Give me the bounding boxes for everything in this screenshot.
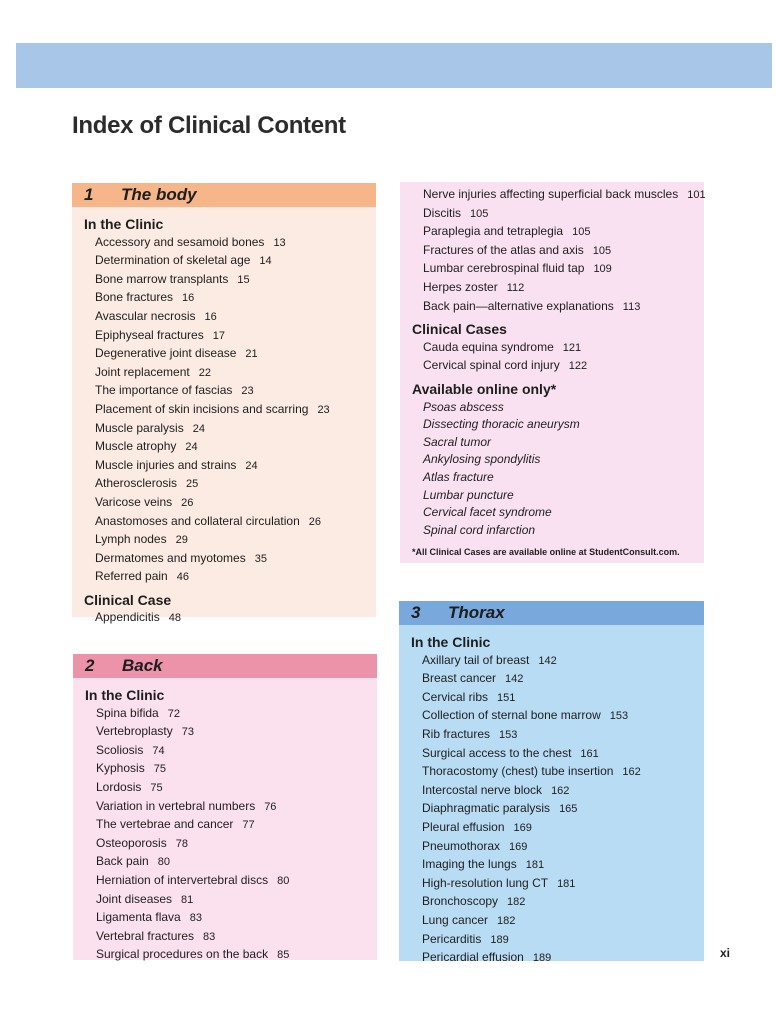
index-entry xyxy=(412,469,704,487)
entry-page-number: 109 xyxy=(593,263,612,276)
entry-page-number: 142 xyxy=(538,654,557,667)
entry-page-number: 121 xyxy=(562,341,582,354)
index-entry xyxy=(84,457,376,476)
entry-title: Back pain xyxy=(96,854,149,869)
entry-page-number: 77 xyxy=(242,819,255,832)
entry-title: Epiphyseal fractures xyxy=(95,327,204,342)
page-title: Index of Clinical Content xyxy=(72,112,346,139)
entry-title: Diaphragmatic paralysis xyxy=(422,801,551,816)
entry-page-number: 85 xyxy=(277,949,290,962)
entry-page-number: 122 xyxy=(568,360,588,373)
chapter-2-title: Back xyxy=(122,656,163,675)
index-entry xyxy=(412,260,704,279)
index-entry xyxy=(412,205,704,224)
entry-title: Vertebroplasty xyxy=(96,724,173,739)
entry-page-number: 105 xyxy=(592,244,612,257)
entry-page-number: 181 xyxy=(557,877,576,890)
clinical-cases-heading: Clinical Cases xyxy=(412,321,507,338)
chapter-1-panel xyxy=(72,183,376,625)
entry-title: Lung cancer xyxy=(422,912,489,927)
entry-page-number: 35 xyxy=(254,552,267,565)
entry-title: Ankylosing spondylitis xyxy=(423,452,541,467)
index-entry xyxy=(84,401,376,420)
entry-page-number: 169 xyxy=(509,840,528,853)
chapter-1-case-list xyxy=(84,609,376,628)
index-entry xyxy=(411,875,704,894)
index-entry xyxy=(411,726,704,745)
index-entry xyxy=(84,420,376,439)
index-entry xyxy=(85,835,377,854)
index-entry xyxy=(412,487,704,505)
entry-title: Muscle injuries and strains xyxy=(95,457,237,472)
index-entry xyxy=(85,705,377,724)
entry-title: Lumbar cerebrospinal fluid tap xyxy=(423,261,585,276)
entry-title: Muscle atrophy xyxy=(95,439,177,454)
index-entry xyxy=(85,779,377,798)
index-entry xyxy=(84,568,376,587)
chapter-2-in-clinic-heading: In the Clinic xyxy=(85,687,165,703)
online-footnote: *All Clinical Cases are available online at StudentConsult.com. xyxy=(412,547,680,558)
entry-page-number: 112 xyxy=(506,281,525,294)
index-entry xyxy=(411,782,704,801)
index-entry xyxy=(412,504,704,522)
entry-title: Dissecting thoracic aneurysm xyxy=(423,417,580,432)
entry-title: Herpes zoster xyxy=(423,279,498,294)
entry-page-number: 76 xyxy=(264,800,277,813)
index-entry xyxy=(85,928,377,947)
chapter-1-in-clinic-list xyxy=(84,234,376,587)
entry-title: Fractures of the atlas and axis xyxy=(423,242,584,257)
entry-page-number: 181 xyxy=(525,859,545,872)
index-entry xyxy=(85,816,377,835)
entry-page-number: 189 xyxy=(490,933,509,946)
entry-title: Kyphosis xyxy=(96,761,145,776)
entry-title: Joint diseases xyxy=(96,891,173,906)
entry-page-number: 169 xyxy=(513,821,532,834)
index-entry xyxy=(85,891,377,910)
entry-title: Lymph nodes xyxy=(95,532,167,547)
entry-page-number: 24 xyxy=(185,441,198,454)
entry-page-number: 161 xyxy=(580,747,599,760)
index-entry xyxy=(411,819,704,838)
index-entry xyxy=(85,798,377,817)
entry-page-number: 72 xyxy=(167,707,180,720)
index-entry xyxy=(411,949,704,968)
chapter-1-title: The body xyxy=(121,185,197,204)
index-entry xyxy=(85,742,377,761)
entry-title: Cauda equina syndrome xyxy=(423,339,554,354)
index-entry xyxy=(411,652,704,671)
chapter-2-panel xyxy=(73,654,377,960)
entry-title: Atherosclerosis xyxy=(95,476,178,491)
entry-title: Scoliosis xyxy=(96,742,144,757)
entry-page-number: 16 xyxy=(204,310,217,323)
chapter-2-number: 2 xyxy=(85,656,95,675)
index-entry xyxy=(85,872,377,891)
entry-page-number: 81 xyxy=(181,893,194,906)
index-entry xyxy=(411,707,704,726)
entry-page-number: 23 xyxy=(241,385,254,398)
entry-page-number: 25 xyxy=(186,478,199,491)
entry-title: Bronchoscopy xyxy=(422,894,499,909)
entry-page-number: 80 xyxy=(157,856,170,869)
index-entry xyxy=(85,723,377,742)
entry-title: Determination of skeletal age xyxy=(95,253,251,268)
entry-page-number: 16 xyxy=(182,292,195,305)
entry-title: High-resolution lung CT xyxy=(422,875,549,890)
entry-page-number: 113 xyxy=(622,300,641,313)
entry-page-number: 29 xyxy=(175,534,188,547)
entry-title: Bone marrow transplants xyxy=(95,271,229,286)
index-entry xyxy=(412,242,704,261)
entry-title: Intercostal nerve block xyxy=(422,782,543,797)
entry-title: Psoas abscess xyxy=(423,399,504,414)
entry-page-number: 105 xyxy=(572,226,591,239)
entry-page-number: 48 xyxy=(168,612,181,625)
entry-title: Varicose veins xyxy=(95,494,173,509)
index-entry xyxy=(412,522,704,540)
chapter-1-in-clinic-heading: In the Clinic xyxy=(84,216,164,232)
chapter-3-header xyxy=(399,601,704,625)
entry-page-number: 74 xyxy=(152,744,165,757)
entry-page-number: 151 xyxy=(497,691,516,704)
entry-title: Degenerative joint disease xyxy=(95,346,237,361)
chapter-2-continued-list xyxy=(412,186,704,316)
entry-title: Accessory and sesamoid bones xyxy=(95,234,265,249)
entry-title: Pneumothorax xyxy=(422,838,501,853)
index-entry xyxy=(85,853,377,872)
chapter-3-in-clinic-heading: In the Clinic xyxy=(411,634,491,650)
index-entry xyxy=(84,382,376,401)
entry-page-number: 80 xyxy=(277,874,290,887)
entry-title: Ligamenta flava xyxy=(96,910,181,925)
entry-title: Rib fractures xyxy=(422,726,491,741)
entry-page-number: 22 xyxy=(198,366,211,379)
entry-page-number: 153 xyxy=(609,710,629,723)
entry-title: Breast cancer xyxy=(422,671,497,686)
entry-page-number: 24 xyxy=(245,459,258,472)
index-entry xyxy=(85,946,377,965)
index-entry xyxy=(412,399,704,417)
index-entry xyxy=(412,186,704,205)
entry-page-number: 101 xyxy=(687,189,706,201)
entry-title: Cervical facet syndrome xyxy=(423,505,552,520)
entry-title: Anastomoses and collateral circulation xyxy=(95,513,300,528)
index-entry xyxy=(411,893,704,912)
entry-title: Referred pain xyxy=(95,569,168,584)
entry-title: Avascular necrosis xyxy=(95,308,196,323)
entry-title: Variation in vertebral numbers xyxy=(96,798,256,813)
entry-title: Discitis xyxy=(423,205,461,220)
entry-page-number: 15 xyxy=(237,273,250,286)
index-entry xyxy=(84,234,376,253)
entry-title: The importance of fascias xyxy=(95,383,233,398)
entry-page-number: 14 xyxy=(259,255,272,268)
entry-page-number: 142 xyxy=(505,673,524,686)
entry-title: Vertebral fractures xyxy=(96,928,195,943)
index-entry xyxy=(411,931,704,950)
entry-page-number: 75 xyxy=(150,781,163,794)
entry-page-number: 46 xyxy=(176,571,189,584)
entry-title: Dermatomes and myotomes xyxy=(95,550,246,565)
index-entry xyxy=(85,909,377,928)
index-entry xyxy=(411,763,704,782)
index-entry xyxy=(411,670,704,689)
entry-page-number: 26 xyxy=(308,515,322,528)
entry-title: The vertebrae and cancer xyxy=(96,817,234,832)
index-entry xyxy=(84,494,376,513)
index-entry xyxy=(411,800,704,819)
entry-page-number: 26 xyxy=(181,496,194,509)
chapter-3-in-clinic-list xyxy=(411,652,704,968)
entry-title: Appendicitis xyxy=(95,610,160,625)
entry-page-number: 182 xyxy=(497,914,516,927)
index-entry xyxy=(84,327,376,346)
entry-page-number: 73 xyxy=(181,726,194,739)
entry-title: Imaging the lungs xyxy=(422,857,517,872)
index-entry xyxy=(84,550,376,569)
chapter-3-title: Thorax xyxy=(448,603,505,622)
index-entry xyxy=(412,357,704,376)
index-entry xyxy=(411,856,704,875)
entry-page-number: 153 xyxy=(499,728,518,741)
entry-title: Thoracostomy (chest) tube insertion xyxy=(422,764,614,779)
index-entry xyxy=(84,364,376,383)
clinical-cases-list xyxy=(412,339,704,376)
index-entry xyxy=(412,223,704,242)
entry-title: Spinal cord infarction xyxy=(423,522,536,537)
entry-title: Pericardial effusion xyxy=(422,950,524,965)
entry-title: Pericarditis xyxy=(422,931,482,946)
chapter-1-number: 1 xyxy=(84,185,94,204)
entry-page-number: 165 xyxy=(559,803,578,816)
entry-page-number: 105 xyxy=(470,207,489,220)
index-entry xyxy=(411,745,704,764)
entry-title: Lordosis xyxy=(96,779,142,794)
entry-title: Surgical access to the chest xyxy=(422,745,572,760)
index-entry xyxy=(85,760,377,779)
index-entry xyxy=(84,438,376,457)
entry-title: Paraplegia and tetraplegia xyxy=(423,224,564,239)
entry-title: Bone fractures xyxy=(95,290,174,305)
index-entry xyxy=(412,339,704,358)
entry-page-number: 13 xyxy=(273,236,286,249)
entry-title: Back pain—alternative explanations xyxy=(423,298,614,313)
index-entry xyxy=(84,271,376,290)
index-entry xyxy=(84,513,376,532)
entry-page-number: 162 xyxy=(551,784,570,797)
index-entry xyxy=(84,289,376,308)
chapter-1-case-heading: Clinical Case xyxy=(84,591,172,608)
entry-title: Cervical ribs xyxy=(422,689,489,704)
entry-title: Collection of sternal bone marrow xyxy=(422,708,601,723)
index-entry xyxy=(411,689,704,708)
online-only-heading: Available online only* xyxy=(412,380,557,397)
entry-title: Placement of skin incisions and scarring xyxy=(95,401,309,416)
entry-page-number: 75 xyxy=(153,763,166,776)
index-entry xyxy=(84,609,376,628)
index-entry xyxy=(411,912,704,931)
entry-title: Atlas fracture xyxy=(423,469,494,484)
entry-page-number: 78 xyxy=(175,837,188,850)
chapter-2-in-clinic-list xyxy=(85,705,377,965)
index-entry xyxy=(411,838,704,857)
entry-page-number: 83 xyxy=(203,930,216,943)
index-entry xyxy=(412,451,704,469)
index-entry xyxy=(412,279,704,298)
entry-page-number: 24 xyxy=(192,422,205,435)
index-entry xyxy=(84,475,376,494)
entry-title: Pleural effusion xyxy=(422,819,505,834)
entry-title: Cervical spinal cord injury xyxy=(423,358,560,373)
entry-page-number: 17 xyxy=(212,329,225,342)
entry-page-number: 23 xyxy=(317,403,330,416)
index-entry xyxy=(84,345,376,364)
entry-title: Surgical procedures on the back xyxy=(96,947,269,962)
index-entry xyxy=(412,298,704,317)
online-only-list xyxy=(412,399,704,540)
entry-title: Nerve injuries affecting superficial back muscles xyxy=(423,187,679,201)
index-entry xyxy=(84,531,376,550)
entry-title: Sacral tumor xyxy=(423,434,492,449)
chapter-3-number: 3 xyxy=(411,603,421,622)
entry-title: Lumbar puncture xyxy=(423,487,514,502)
page-number: xi xyxy=(720,946,731,960)
index-entry xyxy=(84,252,376,271)
index-entry xyxy=(412,434,704,452)
entry-title: Axillary tail of breast xyxy=(422,652,530,667)
entry-title: Joint replacement xyxy=(95,364,190,379)
index-entry xyxy=(84,308,376,327)
chapter-1-header xyxy=(72,183,376,207)
entry-title: Herniation of intervertebral discs xyxy=(96,872,269,887)
chapter-2-header xyxy=(73,654,377,678)
top-banner xyxy=(16,43,772,88)
entry-page-number: 21 xyxy=(245,348,258,361)
index-entry xyxy=(412,416,704,434)
entry-page-number: 162 xyxy=(622,766,641,779)
chapter-2-continued-panel xyxy=(400,182,704,563)
entry-page-number: 189 xyxy=(532,952,552,965)
entry-title: Spina bifida xyxy=(96,705,159,720)
entry-title: Muscle paralysis xyxy=(95,420,184,435)
entry-page-number: 182 xyxy=(507,896,526,909)
chapter-3-panel xyxy=(399,601,704,965)
entry-title: Osteoporosis xyxy=(96,835,167,850)
entry-page-number: 83 xyxy=(189,912,202,925)
